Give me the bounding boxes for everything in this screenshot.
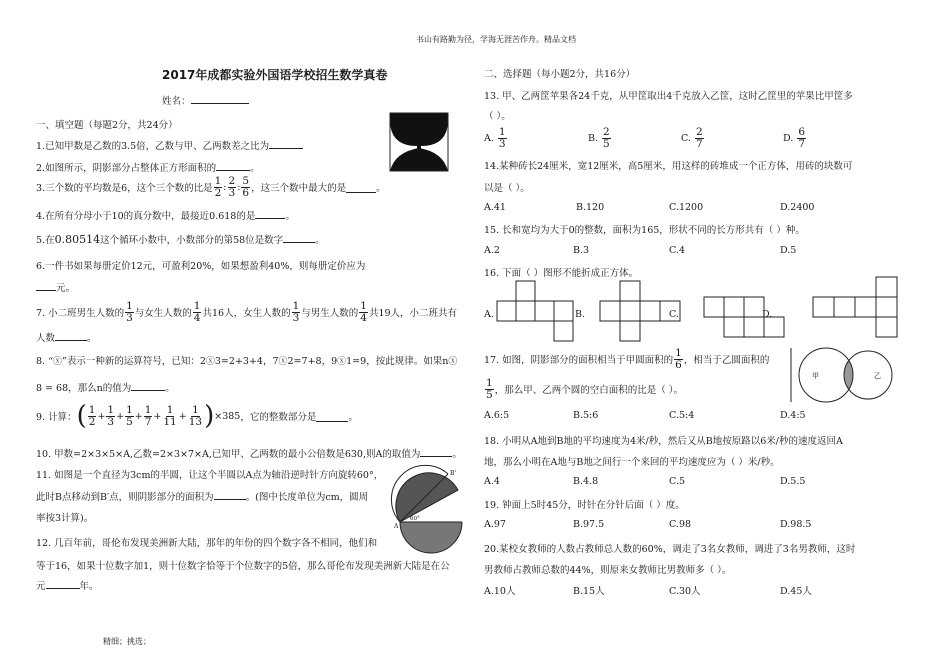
custom-operator-icon: ⓧ (205, 357, 215, 367)
option-d[interactable]: D.98.5 (780, 519, 812, 530)
name-field[interactable] (162, 93, 249, 107)
option-c[interactable]: C.30人 (669, 586, 701, 597)
question-12-line2: 等于16，如果十位数字加1，则十位数字恰等于个位数字的5倍，那么哥伦布发现美洲新大陆是在公 (36, 561, 450, 572)
question-14-line1: 14.某种砖长24厘米，宽12厘米，高5厘米，用这样的砖堆成一个正方体，用砖的块数可 (484, 161, 853, 172)
option-b[interactable]: B. $\frac{2}{5}$ (588, 126, 610, 150)
q11-figure (392, 470, 472, 530)
question-6-line1: 6.一件书如果每册定价12元，可盈利20%，如果想盈利40%，则每册定价应为 (36, 261, 366, 272)
option-c[interactable]: C.4 (669, 245, 685, 256)
option-a[interactable]: A.2 (484, 245, 500, 256)
answer-blank[interactable] (36, 280, 56, 291)
svg-text:A: A (394, 523, 399, 530)
answer-blank[interactable] (214, 489, 246, 500)
option-b[interactable]: B.5:6 (573, 410, 599, 421)
answer-blank[interactable] (269, 138, 303, 149)
option-b[interactable]: B. (575, 309, 586, 320)
option-b[interactable]: B.3 (573, 245, 590, 256)
question-9: 9. 计算： ( $\frac{1}{2}$ + $\frac{1}{3}$ + $\frac{1}{5}$ + $\frac{1}{7}$ + $\frac{1}{11}$ + $\frac{1}{13}$ ) ×385 ，它的整数部分是 。 (36, 401, 358, 431)
option-c[interactable]: C.5 (669, 476, 685, 487)
svg-text:B': B' (450, 470, 457, 477)
question-4: 4.在所有分母小于10的真分数中，最接近0.618的是 。 (36, 208, 295, 222)
cube-net-a[interactable] (497, 280, 587, 344)
question-18-line2: 地，那么小明在A地与B地之间行一个来回的平均速度应为（ ）米/秒。 (484, 457, 780, 468)
cube-net-d[interactable] (703, 296, 793, 340)
custom-operator-icon: ⓧ (448, 357, 458, 367)
question-11-line2: 此时B点移动到B′点，则阴影部分的面积为 。(图中长度单位为cm，圆周 (36, 489, 368, 503)
question-8: 8. “ⓧ”表示一种新的运算符号，已知：2ⓧ3=2+3+4，7ⓧ2=7+8，9ⓧ1=9，按此规律。如果nⓧ (36, 356, 458, 367)
page-title: 2017年成都实验外国语学校招生数学真卷 (162, 68, 388, 82)
answer-blank[interactable] (131, 380, 165, 391)
option-a[interactable]: A.10人 (484, 586, 516, 597)
question-12-line3: 元 年。 (36, 578, 99, 592)
custom-operator-icon: ⓧ (278, 357, 288, 367)
option-d[interactable]: D.45人 (780, 586, 812, 597)
question-18-line1: 18. 小明从A地到B地的平均速度为4米/秒，然后又从B地按原路以6米/秒的速度返回A (484, 436, 843, 447)
option-b[interactable]: B.97.5 (573, 519, 605, 530)
answer-blank[interactable] (316, 411, 348, 422)
answer-blank[interactable] (216, 160, 250, 171)
option-c[interactable]: C.1200 (669, 202, 704, 213)
answer-blank[interactable] (283, 232, 315, 243)
question-2: 2.如图所示，阴影部分占整体正方形面积的 。 (36, 160, 260, 174)
option-a[interactable]: A.6:5 (484, 410, 510, 421)
option-a[interactable]: A.97 (484, 519, 506, 530)
option-d[interactable]: D.4:5 (780, 410, 806, 421)
custom-operator-icon: ⓧ (52, 357, 62, 367)
question-10: 10. 甲数=2×3×5×A,乙数=2×3×7×A,已知甲、乙两数的最小公倍数是630,则A的取值为 。 (36, 446, 462, 460)
question-13-line2: （ ）。 (484, 111, 511, 122)
option-d[interactable]: D.5 (780, 245, 797, 256)
question-14-line2: 以是（ ）。 (484, 183, 530, 194)
option-c[interactable]: C.5:4 (669, 410, 695, 421)
answer-blank[interactable] (55, 330, 87, 341)
option-b[interactable]: B.120 (576, 202, 605, 213)
question-11-line3: 率按3计算)。 (36, 513, 94, 524)
answer-blank[interactable] (255, 208, 285, 219)
option-d[interactable]: D. (762, 309, 773, 320)
answer-blank[interactable] (346, 182, 376, 193)
cube-net-extra (812, 276, 917, 340)
venn-figure (790, 345, 900, 405)
custom-operator-icon: ⓧ (337, 357, 347, 367)
section1-heading: 一、填空题（每题2分，共24分） (36, 120, 178, 131)
question-20-line2: 男教师占教师总数的44%，则原来女教师比男教师多（ ）。 (484, 565, 732, 576)
question-6-line2: 元。 (36, 280, 75, 294)
option-a[interactable]: A.41 (484, 202, 506, 213)
question-19: 19. 钟面上5时45分，时针在分针后面（ ）度。 (484, 500, 685, 511)
header-note: 书山有路勤为径，学海无涯苦作舟。精品文档 (416, 35, 576, 44)
svg-text:60°: 60° (410, 516, 420, 522)
option-a[interactable]: A.4 (484, 476, 500, 487)
question-12-line1: 12. 几百年前，哥伦布发现美洲新大陆，那年的年份的四个数字各不相同，他们和 (36, 538, 378, 549)
option-d[interactable]: D. $\frac{6}{7}$ (783, 126, 806, 150)
option-a[interactable]: A. $\frac{1}{3}$ (484, 126, 506, 150)
option-b[interactable]: B.15人 (573, 586, 605, 597)
question-7-line2: 人数 。 (36, 330, 97, 344)
question-15: 15. 长和宽均为大于0的整数，面积为165，形状不同的长方形共有（ ）种。 (484, 225, 805, 236)
question-1: 1.已知甲数是乙数的3.5倍，乙数与甲、乙两数差之比为 (36, 138, 303, 152)
question-5: 5.在0.80514这个循环小数中，小数部分的第58位是数字 。 (36, 233, 325, 246)
option-d[interactable]: D.5.5 (780, 476, 806, 487)
question-16: 16. 下面（ ）图形不能折成正方体。 (484, 268, 639, 279)
option-a[interactable]: A. (484, 309, 494, 320)
question-17-line1: 17. 如图，阴影部分的面积相当于甲圆面积的 $\frac{1}{6}$ ，相当于乙圆面积的 (484, 347, 770, 371)
section2-heading: 二、选择题（每小题2分，共16分） (484, 69, 636, 80)
question-8-line2: 8 = 68，那么n的值为 。 (36, 380, 175, 394)
option-d[interactable]: D.2400 (780, 202, 815, 213)
option-c[interactable]: C. (669, 309, 679, 320)
answer-blank[interactable] (46, 578, 80, 589)
question-11-line1: 11. 如图是一个直径为3cm的半圆，让这个半圆以A点为轴沿逆时针方向旋转60°， (36, 470, 384, 481)
option-c[interactable]: C.98 (669, 519, 692, 530)
q2-figure (389, 112, 449, 172)
question-20-line1: 20.某校女教师的人数占教师总人数的60%，调走了3名女教师，调进了3名男教师，这时 (484, 544, 856, 555)
option-c[interactable]: C. $\frac{2}{7}$ (681, 126, 703, 150)
svg-text:甲: 甲 (812, 372, 819, 380)
name-label: 姓名： (162, 96, 191, 107)
svg-text:乙: 乙 (874, 372, 881, 380)
question-17-line2: $\frac{1}{5}$ ，那么甲、乙两个圆的空白面积的比是（ ）。 (486, 377, 683, 401)
footer-note: 精细；挑选； (103, 637, 151, 646)
question-13-line1: 13. 甲、乙两筐苹果各24千克，从甲筐取出4千克放入乙筐，这时乙筐里的苹果比甲筐多 (484, 91, 853, 102)
option-b[interactable]: B.4.8 (573, 476, 599, 487)
question-7: 7. 小二班男生人数的 $\frac{1}{3}$ 与女生人数的 $\frac{1}{4}$ 共16人，女生人数的 $\frac{1}{3}$ 与男生人数的 $\frac{1}{4}$ 共19人，小二班共有 (36, 300, 458, 324)
answer-blank[interactable] (420, 446, 452, 457)
question-3: 3.三个数的平均数是6，这个三个数的比是 $\frac{1}{2}$ : $\frac{2}{3}$ : $\frac{5}{6}$ ，这三个数中最大的是 。 (36, 175, 386, 199)
